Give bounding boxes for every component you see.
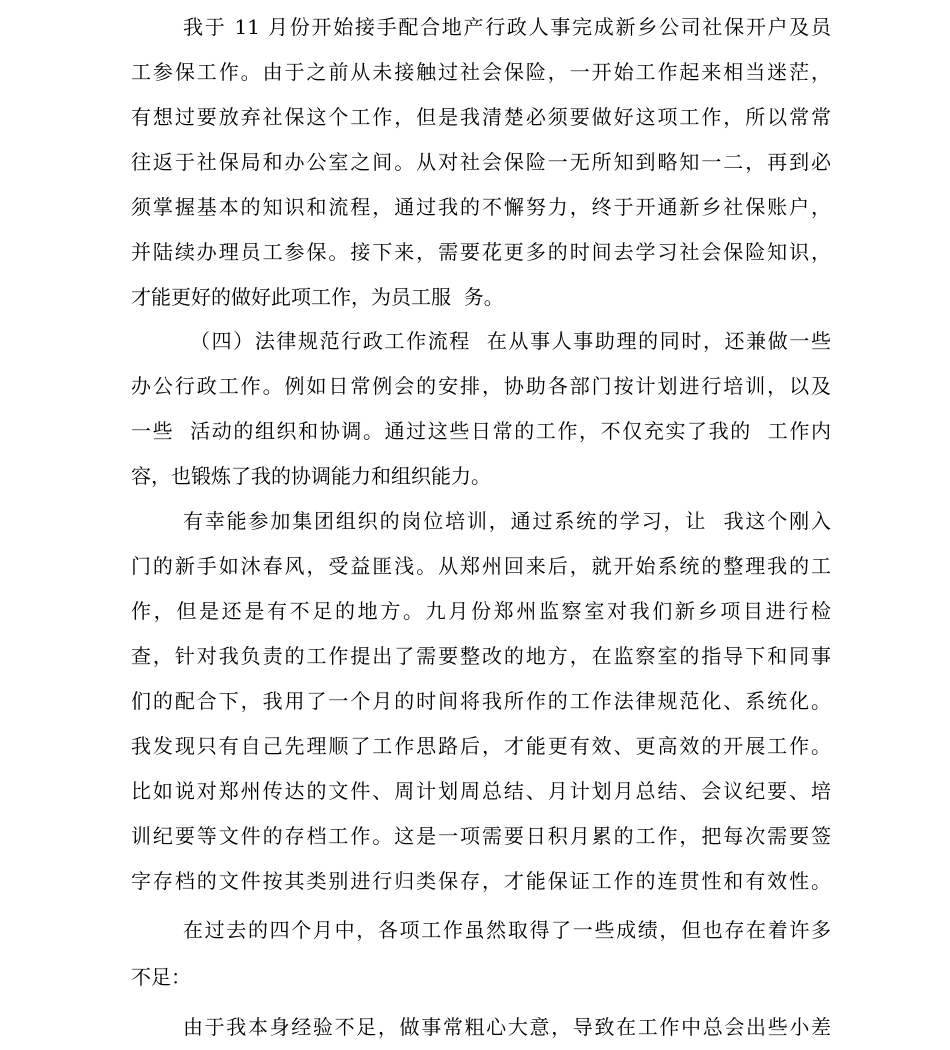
text-line: 们的配合下，我用了一个月的时间将我所作的工作法律规范化、系统化。	[131, 689, 831, 713]
text-line: 我于 11 月份开始接手配合地产行政人事完成新乡公司社保开户及员	[183, 15, 831, 39]
text-line: 一些 活动的组织和协调。通过这些日常的工作，不仅充实了我的 工作内	[131, 419, 831, 443]
text-line: 由于我本身经验不足，做事常粗心大意，导致在工作中总会出些小差	[183, 1015, 831, 1039]
text-line: 作，但是还是有不足的地方。九月份郑州监察室对我们新乡项目进行检	[131, 599, 831, 623]
text-line: 往返于社保局和办公室之间。从对社会保险一无所知到略知一二，再到必	[131, 150, 831, 174]
text-line: 字存档的文件按其类别进行归类保存，才能保证工作的连贯性和有效性。	[131, 869, 831, 893]
text-line: 办公行政工作。例如日常例会的安排，协助各部门按计划进行培训，以及	[131, 374, 831, 398]
text-line: 工参保工作。由于之前从未接触过社会保险，一开始工作起来相当迷茫，	[131, 60, 831, 84]
text-line: 有想过要放弃社保这个工作，但是我清楚必须要做好这项工作，所以常常	[131, 105, 831, 129]
text-line: 才能更好的做好此项工作，为员工服 务。	[131, 285, 504, 309]
text-line: 在过去的四个月中，各项工作虽然取得了一些成绩，但也存在着许多	[183, 918, 831, 942]
text-line: 须掌握基本的知识和流程，通过我的不懈努力，终于开通新乡社保账户，	[131, 195, 831, 219]
text-line: 门的新手如沐春风，受益匪浅。从郑州回来后，就开始系统的整理我的工	[131, 554, 831, 578]
text-line: （四）法律规范行政工作流程 在从事人事助理的同时，还兼做一些	[190, 329, 831, 353]
text-line: 有幸能参加集团组织的岗位培训，通过系统的学习，让 我这个刚入	[183, 509, 831, 533]
text-line: 不足：	[131, 965, 191, 989]
text-line: 查，针对我负责的工作提出了需要整改的地方，在监察室的指导下和同事	[131, 644, 831, 668]
text-line: 训纪要等文件的存档工作。这是一项需要日积月累的工作，把每次需要签	[131, 824, 831, 848]
text-line: 容，也锻炼了我的协调能力和组织能力。	[131, 464, 491, 488]
text-line: 比如说对郑州传达的文件、周计划周总结、月计划月总结、会议纪要、培	[131, 779, 831, 803]
text-line: 并陆续办理员工参保。接下来，需要花更多的时间去学习社会保险知识，	[131, 240, 831, 264]
text-line: 我发现只有自己先理顺了工作思路后，才能更有效、更高效的开展工作。	[131, 734, 831, 758]
